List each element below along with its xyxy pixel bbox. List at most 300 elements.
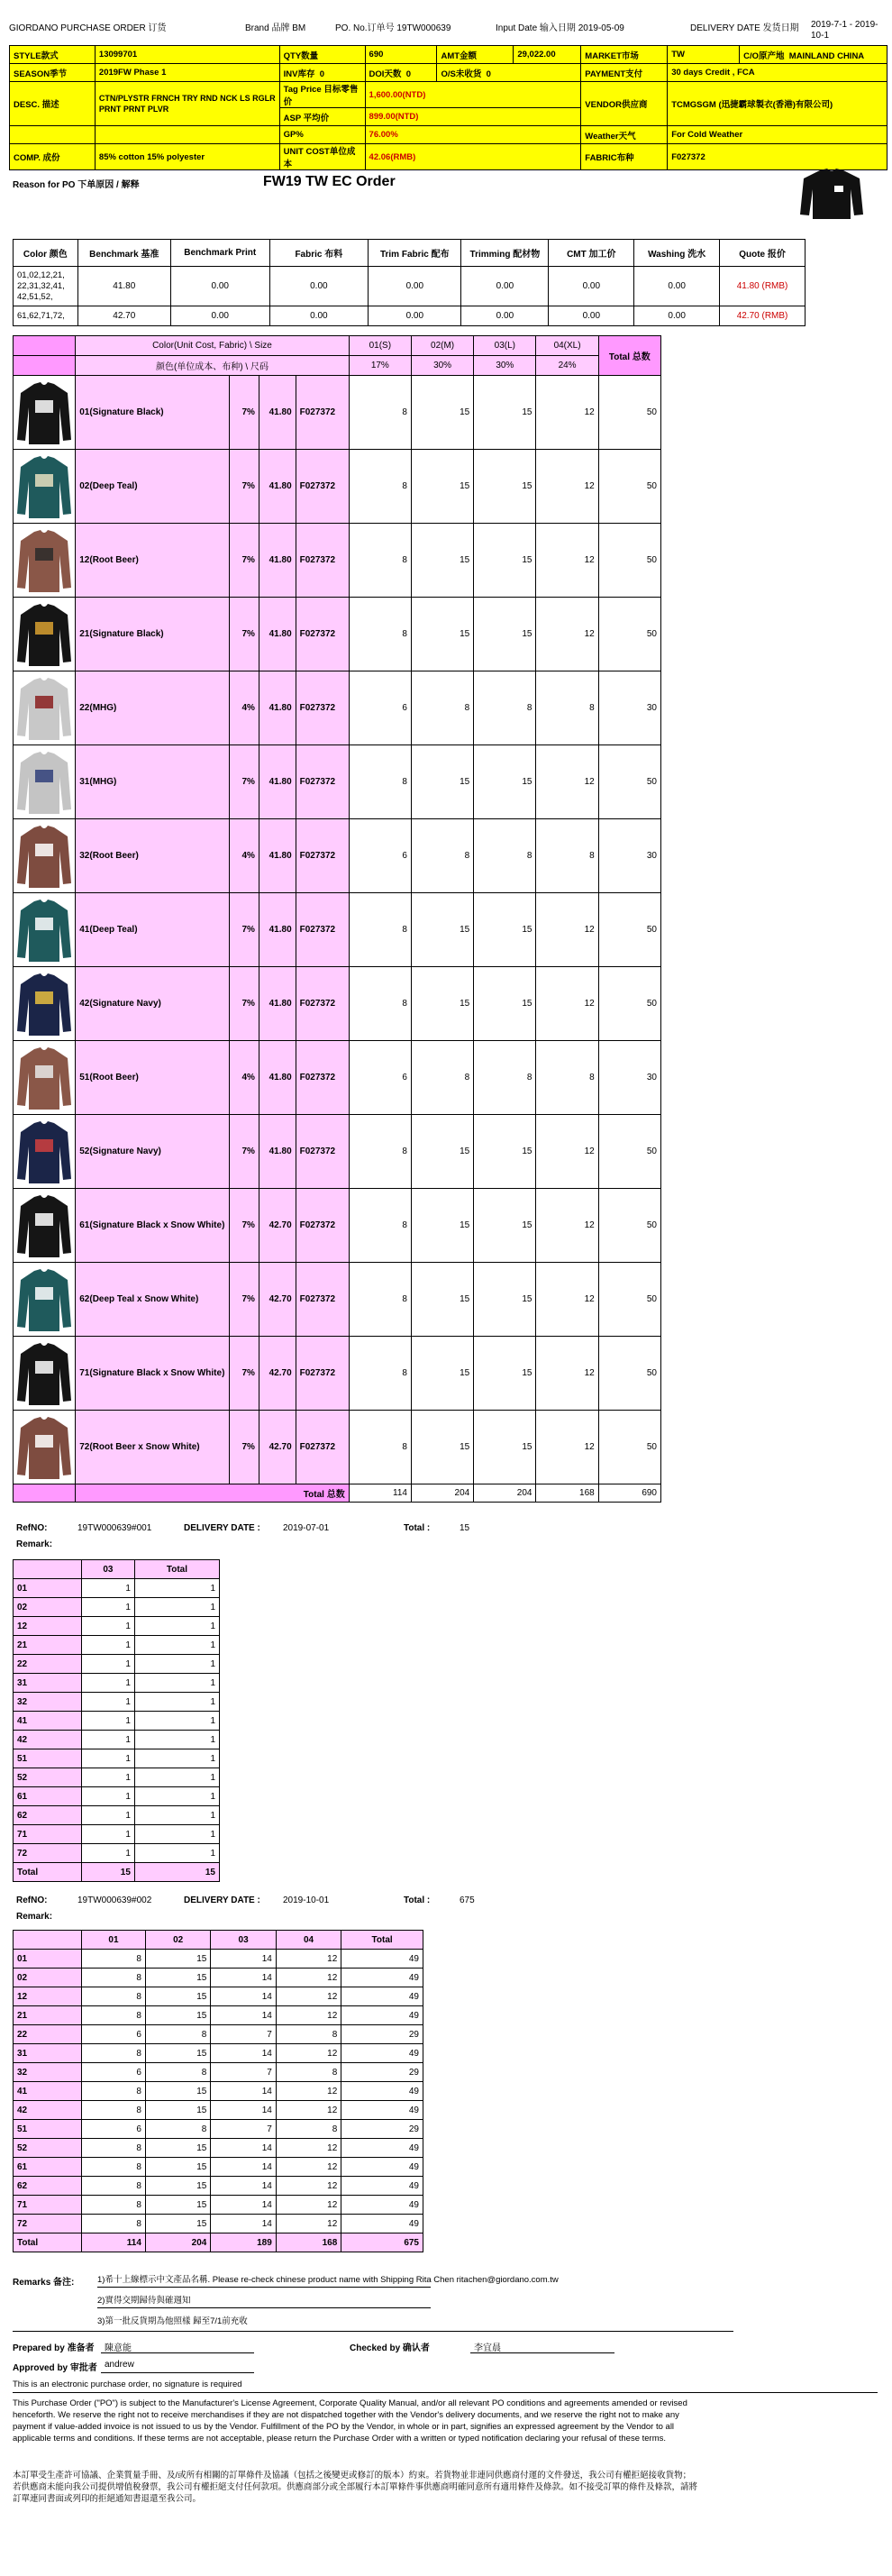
delivery-1-refline <box>16 1523 557 1536</box>
delivery-qty: 8 <box>82 2044 146 2063</box>
sweater-thumb <box>14 893 76 967</box>
delivery-qty: 49 <box>341 2177 423 2196</box>
size-qty-0: 8 <box>349 1411 411 1484</box>
sweater-icon <box>17 750 71 815</box>
size-qty-3: 12 <box>536 524 598 598</box>
color-row <box>14 893 661 967</box>
delivery-row <box>14 2177 423 2196</box>
sweater-icon <box>17 454 71 519</box>
delivery-header-row <box>14 1560 220 1579</box>
delivery-total-label: Total : <box>404 1895 431 1905</box>
color-name: 22(MHG) <box>76 671 230 745</box>
delivery-color-code: 52 <box>14 2139 82 2158</box>
delivery-qty: 8 <box>82 1987 146 2006</box>
matrix-header-row <box>14 336 661 356</box>
delivery-col-header: Total <box>134 1560 219 1579</box>
color-unit-cost: 41.80 <box>259 671 296 745</box>
size-qty-1: 8 <box>411 819 473 893</box>
delivery-qty: 8 <box>276 2025 341 2044</box>
style-info-table <box>9 45 887 170</box>
cost-cell: 0.00 <box>634 306 720 326</box>
delivery-row <box>14 1598 220 1617</box>
color-row <box>14 745 661 819</box>
delivery-qty: 14 <box>211 1969 276 1987</box>
delivery-qty: 1 <box>134 1674 219 1693</box>
size-qty-3: 8 <box>536 671 598 745</box>
size-qty-1: 15 <box>411 1337 473 1411</box>
color-pct: 7% <box>230 598 259 671</box>
delivery-qty: 8 <box>82 2139 146 2158</box>
color-fabric: F027372 <box>296 967 349 1041</box>
color-row <box>14 598 661 671</box>
delivery-qty: 6 <box>82 2120 146 2139</box>
delivery-qty: 12 <box>276 1950 341 1969</box>
size-qty-3: 12 <box>536 1115 598 1189</box>
delivery-qty: 14 <box>211 2177 276 2196</box>
po-number: PO. No.订单号 19TW000639 <box>335 23 451 33</box>
brand: Brand 品牌 BM <box>245 23 306 33</box>
delivery-qty: 8 <box>276 2063 341 2082</box>
delivery-qty: 12 <box>276 2139 341 2158</box>
size-qty-1: 15 <box>411 967 473 1041</box>
cost-header-6: CMT 加工价 <box>549 240 634 267</box>
cost-cell: 0.00 <box>634 267 720 306</box>
color-row <box>14 524 661 598</box>
delivery-row <box>14 1768 220 1787</box>
cost-cell: 0.00 <box>369 306 461 326</box>
qty-value: 690 <box>365 46 437 64</box>
delivery-date-label: DELIVERY DATE 发货日期 <box>690 23 799 33</box>
color-fabric: F027372 <box>296 1189 349 1263</box>
delivery-row <box>14 1987 423 2006</box>
sweater-thumb <box>14 450 76 524</box>
delivery-header-row <box>14 1931 423 1950</box>
delivery-color-code: 12 <box>14 1987 82 2006</box>
cost-cell: 0.00 <box>461 267 549 306</box>
delivery-qty: 8 <box>82 2158 146 2177</box>
delivery-color-code: 22 <box>14 2025 82 2044</box>
refno-value: 19TW000639#001 <box>77 1523 152 1533</box>
size-02-header: 02(M) <box>411 336 473 356</box>
size-qty-2: 15 <box>474 1411 536 1484</box>
size-qty-0: 8 <box>349 893 411 967</box>
delivery-2-table <box>13 1930 423 2252</box>
color-fabric: F027372 <box>296 1041 349 1115</box>
delivery-color-code: 01 <box>14 1950 82 1969</box>
color-fabric: F027372 <box>296 376 349 450</box>
divider <box>470 2352 614 2353</box>
size-qty-1: 15 <box>411 745 473 819</box>
delivery-row <box>14 1749 220 1768</box>
delivery-qty: 7 <box>211 2120 276 2139</box>
color-unit-cost: 41.80 <box>259 819 296 893</box>
delivery-total-qty: 204 <box>145 2233 210 2252</box>
color-size-matrix <box>13 335 661 1503</box>
inventory-label: INV库存 <box>283 69 315 79</box>
delivery-qty: 1 <box>82 1806 135 1825</box>
delivery-qty: 15 <box>145 2082 210 2101</box>
size-qty-3: 12 <box>536 450 598 524</box>
color-pct: 7% <box>230 1263 259 1337</box>
size-qty-1: 8 <box>411 1041 473 1115</box>
delivery-color-code: 02 <box>14 1598 82 1617</box>
checked-label: Checked by 确认者 <box>350 2343 430 2353</box>
delivery-qty: 14 <box>211 1950 276 1969</box>
color-fabric: F027372 <box>296 450 349 524</box>
cost-header-1: Benchmark 基准 <box>77 240 170 267</box>
doi-cell <box>365 64 437 82</box>
approved-label: Approved by 审批者 <box>13 2363 97 2373</box>
delivery-qty: 12 <box>276 1969 341 1987</box>
terms-english: This Purchase Order ("PO") is subject to the Manufacturer's License Agreement, Corporate Quality Manual, and/or all relevant PO conditions and agreements amended or revised henceforth. We reserve the right not to receive merchandises if they are not dispatched together with the Vendor's delivery documents, and we reserve the right not to make any payment if value-added invoice is not issued to us by the Vendor. Fulfillment of the PO by the Vendor, in whole or in part, signifies an expressed agreement by the Vendor to all applicable terms and conditions. If these terms are not acceptable, please return the Purchase Order with a written or typed notification declaring your refusal of these terms. <box>13 2398 687 2444</box>
size-01-header: 01(S) <box>349 336 411 356</box>
delivery-row <box>14 2063 423 2082</box>
cost-row <box>14 267 806 306</box>
delivery-qty: 8 <box>82 2006 146 2025</box>
size-qty-0: 6 <box>349 671 411 745</box>
remark-1: 1)希十上線標示中文產品名稱. Please re-check chinese product name with Shipping Rita Chen ritachen@giordano.com.tw <box>97 2275 559 2285</box>
sweater-icon <box>17 972 71 1037</box>
size-qty-2: 8 <box>474 1041 536 1115</box>
color-pct: 7% <box>230 967 259 1041</box>
delivery-qty: 49 <box>341 2006 423 2025</box>
size-qty-2: 15 <box>474 1337 536 1411</box>
sweater-icon <box>17 602 71 667</box>
sweater-thumb <box>14 1115 76 1189</box>
size-qty-3: 8 <box>536 819 598 893</box>
matrix-head-cn: 颜色(单位成本、布种) \ 尺码 <box>76 356 349 376</box>
delivery-row <box>14 2139 423 2158</box>
color-row <box>14 1115 661 1189</box>
prepared-label: Prepared by 准备者 <box>13 2343 95 2353</box>
sweater-icon <box>17 528 71 593</box>
size-qty-0: 6 <box>349 1041 411 1115</box>
color-unit-cost: 42.70 <box>259 1263 296 1337</box>
doc-title: GIORDANO PURCHASE ORDER 订货 <box>9 23 167 33</box>
delivery-color-code: 22 <box>14 1655 82 1674</box>
sweater-thumb <box>14 967 76 1041</box>
prepared-value: 陳意能 <box>105 2343 132 2353</box>
size-qty-1: 15 <box>411 1115 473 1189</box>
color-pct: 7% <box>230 1411 259 1484</box>
delivery-row <box>14 2120 423 2139</box>
delivery-row <box>14 2196 423 2215</box>
delivery-qty: 1 <box>82 1674 135 1693</box>
color-pct: 7% <box>230 745 259 819</box>
color-name: 41(Deep Teal) <box>76 893 230 967</box>
color-unit-cost: 41.80 <box>259 893 296 967</box>
delivery-qty: 8 <box>82 2196 146 2215</box>
size-qty-2: 15 <box>474 598 536 671</box>
color-name: 32(Root Beer) <box>76 819 230 893</box>
color-row <box>14 376 661 450</box>
color-pct: 7% <box>230 1115 259 1189</box>
delivery-row <box>14 1806 220 1825</box>
sweater-icon <box>17 898 71 963</box>
amt-value: 29,022.00 <box>514 46 581 64</box>
approved-value: andrew <box>105 2360 134 2370</box>
size-qty-0: 8 <box>349 376 411 450</box>
color-name: 02(Deep Teal) <box>76 450 230 524</box>
size-qty-3: 12 <box>536 1263 598 1337</box>
sweater-thumb <box>14 1189 76 1263</box>
delivery-qty: 1 <box>134 1787 219 1806</box>
cost-cell: 0.00 <box>369 267 461 306</box>
delivery-color-code: 32 <box>14 1693 82 1712</box>
delivery-qty: 6 <box>82 2063 146 2082</box>
market-label: MARKET市场 <box>581 46 668 64</box>
color-name: 01(Signature Black) <box>76 376 230 450</box>
style-value: 13099701 <box>95 46 279 64</box>
delivery-qty: 14 <box>211 2044 276 2063</box>
color-pct: 7% <box>230 450 259 524</box>
composition-value: 85% cotton 15% polyester <box>95 144 279 170</box>
sweater-thumb <box>14 1337 76 1411</box>
sweater-icon <box>17 1341 71 1406</box>
delivery-qty: 8 <box>145 2063 210 2082</box>
delivery-total-qty: 168 <box>276 2233 341 2252</box>
row-total: 50 <box>598 1189 660 1263</box>
delivery-qty: 1 <box>82 1636 135 1655</box>
color-row <box>14 967 661 1041</box>
tag-price-label: Tag Price 目标零售价 <box>279 82 365 108</box>
color-row <box>14 1041 661 1115</box>
delivery-row <box>14 1969 423 1987</box>
sweater-thumb <box>14 671 76 745</box>
delivery-qty: 8 <box>82 2215 146 2233</box>
delivery-1-remark: Remark: <box>16 1539 53 1549</box>
size-qty-0: 6 <box>349 819 411 893</box>
delivery-row <box>14 1950 423 1969</box>
delivery-qty: 1 <box>134 1768 219 1787</box>
delivery-total-label: Total <box>14 2233 82 2252</box>
size-qty-0: 8 <box>349 1263 411 1337</box>
delivery-row <box>14 1655 220 1674</box>
delivery-qty: 7 <box>211 2063 276 2082</box>
color-unit-cost: 41.80 <box>259 598 296 671</box>
row-total: 30 <box>598 1041 660 1115</box>
delivery-qty: 12 <box>276 2082 341 2101</box>
color-pct: 7% <box>230 893 259 967</box>
color-unit-cost: 41.80 <box>259 967 296 1041</box>
delivery-total-label: Total <box>14 1863 82 1882</box>
refno-value: 19TW000639#002 <box>77 1895 152 1905</box>
delivery-2-remark: Remark: <box>16 1912 53 1922</box>
size-qty-2: 8 <box>474 671 536 745</box>
size-qty-3: 12 <box>536 598 598 671</box>
color-name: 71(Signature Black x Snow White) <box>76 1337 230 1411</box>
outstanding-cell <box>437 64 581 82</box>
sweater-thumb <box>14 598 76 671</box>
delivery-qty: 1 <box>134 1598 219 1617</box>
sweater-icon <box>17 1193 71 1258</box>
size-qty-1: 8 <box>411 671 473 745</box>
color-fabric: F027372 <box>296 819 349 893</box>
size-qty-1: 15 <box>411 1411 473 1484</box>
color-unit-cost: 42.70 <box>259 1411 296 1484</box>
delivery-qty: 12 <box>276 2215 341 2233</box>
delivery-qty: 49 <box>341 1969 423 1987</box>
delivery-color-code: 72 <box>14 1844 82 1863</box>
delivery-row <box>14 1844 220 1863</box>
size-qty-1: 15 <box>411 376 473 450</box>
market-value: TW <box>668 46 740 64</box>
row-total: 50 <box>598 967 660 1041</box>
delivery-col-header: 04 <box>276 1931 341 1950</box>
cost-header-2: Benchmark Print <box>170 240 269 267</box>
delivery-qty: 15 <box>145 2215 210 2233</box>
size-qty-1: 15 <box>411 1189 473 1263</box>
color-name: 31(MHG) <box>76 745 230 819</box>
qty-label: QTY数量 <box>279 46 365 64</box>
delivery-color-code: 21 <box>14 1636 82 1655</box>
delivery-qty: 1 <box>82 1693 135 1712</box>
cost-breakdown-table <box>13 239 806 326</box>
size-qty-1: 15 <box>411 893 473 967</box>
delivery-row <box>14 2215 423 2233</box>
delivery-qty: 29 <box>341 2120 423 2139</box>
color-pct: 7% <box>230 524 259 598</box>
size-qty-0: 8 <box>349 967 411 1041</box>
matrix-total-row <box>14 1484 661 1503</box>
color-name: 52(Signature Navy) <box>76 1115 230 1189</box>
order-title: FW19 TW EC Order <box>263 174 396 189</box>
delivery-total-qty: 114 <box>82 2233 146 2252</box>
delivery-qty: 1 <box>134 1617 219 1636</box>
color-unit-cost: 41.80 <box>259 1041 296 1115</box>
delivery-row <box>14 2006 423 2025</box>
delivery-qty: 49 <box>341 2215 423 2233</box>
delivery-col-header: 01 <box>82 1931 146 1950</box>
delivery-total-qty: 15 <box>134 1863 219 1882</box>
cost-cell: 61,62,71,72, <box>14 306 78 326</box>
delivery-color-code: 51 <box>14 1749 82 1768</box>
row-total: 50 <box>598 598 660 671</box>
color-row <box>14 450 661 524</box>
color-unit-cost: 42.70 <box>259 1189 296 1263</box>
terms-chinese: 本訂單受生產許可協議、企業質量手冊、及/或所有相關的訂單條件及協議（包括之後變更或修訂的版本）約束。若貨物並非連同供應商付運的文件發送，我公司有權拒絕接收貨物；若供應商未能向我公司提供增值稅發票，我公司有權拒絕支付任何款項。供應商部分或全部履行本訂單條件事供應商明確同意所有適用條件及條款。如不接受訂單的條件及條款，請將訂單連同書面或列印的拒絕通知書退還至我公司。 <box>13 2471 698 2504</box>
delivery-date-label: DELIVERY DATE : <box>184 1895 260 1905</box>
cost-header-7: Washing 洗水 <box>634 240 720 267</box>
delivery-color-code: 71 <box>14 2196 82 2215</box>
unit-cost-value: 42.06(RMB) <box>365 144 581 170</box>
size-qty-0: 8 <box>349 598 411 671</box>
size-qty-2: 15 <box>474 745 536 819</box>
color-name: 12(Root Beer) <box>76 524 230 598</box>
delivery-qty: 14 <box>211 2196 276 2215</box>
delivery-qty: 29 <box>341 2063 423 2082</box>
divider <box>101 2372 254 2373</box>
reason-label: Reason for PO 下单原因 / 解释 <box>13 180 140 190</box>
origin-cell <box>740 46 887 64</box>
outstanding-value: 0 <box>486 69 491 79</box>
delivery-qty: 15 <box>145 2196 210 2215</box>
color-row <box>14 1337 661 1411</box>
delivery-qty: 7 <box>211 2025 276 2044</box>
gp-value: 76.00% <box>365 126 581 144</box>
empty-cell <box>95 126 279 144</box>
delivery-qty: 12 <box>276 2044 341 2063</box>
delivery-row <box>14 1674 220 1693</box>
delivery-color-code: 31 <box>14 1674 82 1693</box>
delivery-date-value: 2019-07-01 <box>283 1523 330 1533</box>
size-qty-1: 15 <box>411 1263 473 1337</box>
size-qty-2: 15 <box>474 1115 536 1189</box>
size-02-pct: 30% <box>411 356 473 376</box>
delivery-row <box>14 1712 220 1731</box>
delivery-qty: 1 <box>134 1749 219 1768</box>
delivery-qty: 12 <box>276 2158 341 2177</box>
matrix-body <box>14 376 661 1484</box>
divider <box>97 2287 431 2288</box>
sweater-icon <box>17 1267 71 1332</box>
delivery-color-code: 41 <box>14 2082 82 2101</box>
delivery-qty: 12 <box>276 1987 341 2006</box>
sweater-thumb <box>14 376 76 450</box>
row-total: 50 <box>598 376 660 450</box>
color-pct: 4% <box>230 1041 259 1115</box>
fabric-value: F027372 <box>668 144 887 170</box>
delivery-qty: 1 <box>82 1768 135 1787</box>
delivery-row <box>14 1825 220 1844</box>
delivery-1-table <box>13 1559 220 1882</box>
size-qty-3: 12 <box>536 745 598 819</box>
delivery-qty: 1 <box>134 1731 219 1749</box>
total-size-02: 204 <box>411 1484 473 1503</box>
color-fabric: F027372 <box>296 893 349 967</box>
color-fabric: F027372 <box>296 1115 349 1189</box>
delivery-color-code: 42 <box>14 2101 82 2120</box>
delivery-qty: 15 <box>145 2158 210 2177</box>
delivery-col-header: 02 <box>145 1931 210 1950</box>
row-total: 50 <box>598 893 660 967</box>
delivery-row <box>14 1693 220 1712</box>
delivery-qty: 8 <box>82 2082 146 2101</box>
color-fabric: F027372 <box>296 524 349 598</box>
color-pct: 7% <box>230 1337 259 1411</box>
sweater-thumb <box>14 819 76 893</box>
sweater-thumb <box>14 745 76 819</box>
color-fabric: F027372 <box>296 671 349 745</box>
size-qty-0: 8 <box>349 1115 411 1189</box>
color-row <box>14 1189 661 1263</box>
delivery-qty: 14 <box>211 2215 276 2233</box>
vendor-value: TCMGSGM (迅捷霸球製衣(香港)有限公司) <box>668 82 887 126</box>
delivery-row <box>14 2025 423 2044</box>
grand-total: 690 <box>598 1484 660 1503</box>
asp-label: ASP 平均价 <box>279 108 365 126</box>
color-name: 21(Signature Black) <box>76 598 230 671</box>
sweater-thumb <box>14 1263 76 1337</box>
composition-label: COMP. 成份 <box>10 144 96 170</box>
cost-cell: 0.00 <box>269 267 369 306</box>
cost-cell: 41.80 <box>77 267 170 306</box>
remarks-label: Remarks 备注: <box>13 2278 75 2288</box>
delivery-col-header: 03 <box>82 1560 135 1579</box>
delivery-total-qty: 15 <box>82 1863 135 1882</box>
divider <box>13 2392 878 2393</box>
unit-cost-label: UNIT COST单位成本 <box>279 144 365 170</box>
delivery-total-row <box>14 1863 220 1882</box>
delivery-date-label: DELIVERY DATE : <box>184 1523 260 1533</box>
payment-value: 30 days Credit , FCA <box>668 64 887 82</box>
size-qty-3: 12 <box>536 1411 598 1484</box>
cost-cell: 0.00 <box>461 306 549 326</box>
size-qty-2: 15 <box>474 1189 536 1263</box>
size-qty-2: 15 <box>474 893 536 967</box>
size-qty-0: 8 <box>349 1337 411 1411</box>
delivery-color-code: 61 <box>14 2158 82 2177</box>
